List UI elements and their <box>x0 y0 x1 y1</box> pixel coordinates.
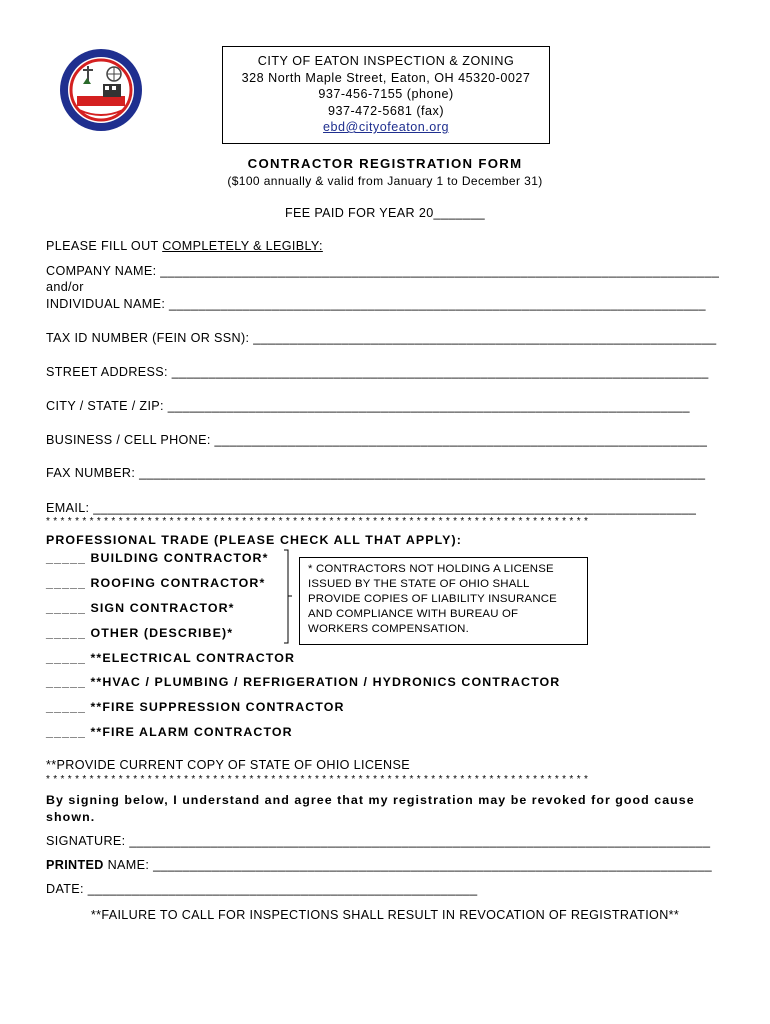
trade-sign-checkbox[interactable]: _____ SIGN CONTRACTOR* <box>46 601 235 615</box>
footer-warning: **FAILURE TO CALL FOR INSPECTIONS SHALL RESULT IN REVOCATION OF REGISTRATION** <box>90 908 680 922</box>
note-line-4: AND COMPLIANCE WITH BUREAU OF <box>308 608 519 620</box>
printed-label-bold: PRINTED <box>46 858 104 872</box>
note-line-1: * CONTRACTORS NOT HOLDING A LICENSE <box>308 563 554 575</box>
date-field[interactable]: DATE: _____________________________________________________ <box>46 882 478 896</box>
header-address: 328 North Maple Street, Eaton, OH 45320-0027 <box>241 70 531 85</box>
note-line-5: WORKERS COMPENSATION. <box>308 623 469 635</box>
header-fax: 937-472-5681 (fax) <box>327 103 445 118</box>
email-field[interactable]: EMAIL: __________________________________________________________________________________ <box>46 501 697 515</box>
and-or-label: and/or <box>46 280 84 294</box>
business-cell-phone-field[interactable]: BUSINESS / CELL PHONE: ___________________________________________________________________ <box>46 433 708 447</box>
instruction-emphasis: COMPLETELY & LEGIBLY: <box>162 239 323 253</box>
company-name-field[interactable]: COMPANY NAME: ____________________________________________________________________________ <box>46 264 720 278</box>
separator-top: * * * * * * * * * * * * * * * * * * * * * * * * * * * * * * * * * * * * * * * * * * * * * * * * * * * * * * * * * * * * * * * * * * * * * * * * * * * <box>46 516 589 527</box>
license-copy-note: **PROVIDE CURRENT COPY OF STATE OF OHIO LICENSE <box>46 758 411 772</box>
header-org: CITY OF EATON INSPECTION & ZONING <box>257 54 515 68</box>
separator-bottom: * * * * * * * * * * * * * * * * * * * * * * * * * * * * * * * * * * * * * * * * * * * * * * * * * * * * * * * * * * * * * * * * * * * * * * * * * * * <box>46 774 589 785</box>
header-contact-box <box>222 46 550 144</box>
license-note-box <box>299 557 588 645</box>
trade-fire-alarm-checkbox[interactable]: _____ **FIRE ALARM CONTRACTOR <box>46 725 293 739</box>
trade-fire-suppression-checkbox[interactable]: _____ **FIRE SUPPRESSION CONTRACTOR <box>46 700 345 714</box>
trade-electrical-checkbox[interactable]: _____ **ELECTRICAL CONTRACTOR <box>46 651 296 665</box>
trade-other-checkbox[interactable]: _____ OTHER (DESCRIBE)* <box>46 626 234 640</box>
signature-field[interactable]: SIGNATURE: _______________________________________________________________________________ <box>46 834 711 848</box>
agreement-text-line-1: By signing below, I understand and agree that my registration may be revoked for good cause <box>46 793 695 807</box>
individual-name-field[interactable]: INDIVIDUAL NAME: _________________________________________________________________________ <box>46 297 706 311</box>
trade-roofing-checkbox[interactable]: _____ ROOFING CONTRACTOR* <box>46 576 266 590</box>
fax-number-field[interactable]: FAX NUMBER: _____________________________________________________________________________ <box>46 466 706 480</box>
header-email-link[interactable]: ebd@cityofeaton.org <box>323 120 449 134</box>
form-title: CONTRACTOR REGISTRATION FORM <box>247 156 523 171</box>
note-line-3: PROVIDE COPIES OF LIABILITY INSURANCE <box>308 593 557 605</box>
city-seal-logo <box>59 48 143 132</box>
bracket-line <box>282 549 294 645</box>
fee-paid-year[interactable]: FEE PAID FOR YEAR 20_______ <box>284 206 486 220</box>
city-state-zip-field[interactable]: CITY / STATE / ZIP: _______________________________________________________________________ <box>46 399 690 413</box>
professional-trade-heading: PROFESSIONAL TRADE (PLEASE CHECK ALL THAT APPLY): <box>46 533 463 547</box>
trade-hvac-checkbox[interactable]: _____ **HVAC / PLUMBING / REFRIGERATION / HYDRONICS CONTRACTOR <box>46 675 561 689</box>
note-line-2: ISSUED BY THE STATE OF OHIO SHALL <box>308 578 530 590</box>
printed-name-field[interactable] <box>46 858 712 872</box>
fill-out-instruction <box>46 239 323 253</box>
agreement-text-line-2: shown. <box>46 810 96 824</box>
tax-id-field[interactable]: TAX ID NUMBER (FEIN OR SSN): _______________________________________________________________ <box>46 331 717 345</box>
printed-name-rest: NAME: ____________________________________________________________________________ <box>103 858 712 872</box>
instruction-prefix: PLEASE FILL OUT <box>46 239 163 253</box>
street-address-field[interactable]: STREET ADDRESS: _________________________________________________________________________ <box>46 365 709 379</box>
header-phone: 937-456-7155 (phone) <box>318 87 454 101</box>
trade-building-checkbox[interactable]: _____ BUILDING CONTRACTOR* <box>46 551 269 565</box>
form-subtitle: ($100 annually & valid from January 1 to December 31) <box>227 174 543 188</box>
